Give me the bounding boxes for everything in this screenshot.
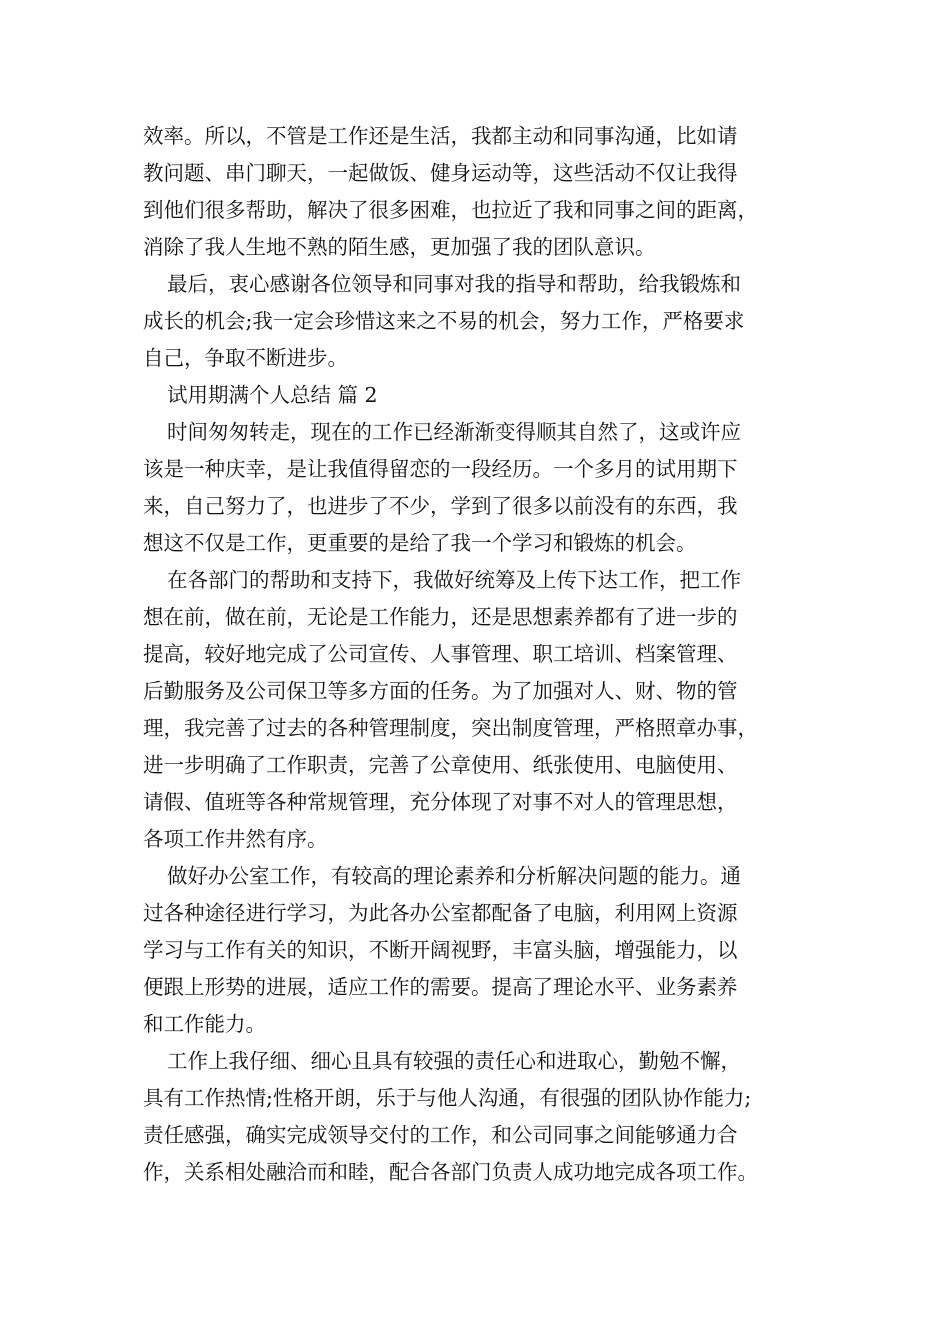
text-line: 请假、值班等各种常规管理，充分体现了对事不对人的管理思想， [143, 790, 738, 814]
text-line: 想这不仅是工作，更重要的是给了我一个学习和锻炼的机会。 [143, 531, 697, 555]
text-line: 来，自己努力了，也进步了不少，学到了很多以前没有的东西，我 [143, 494, 738, 518]
text-line: 各项工作井然有序。 [143, 827, 328, 851]
text-line: 教问题、串门聊天，一起做饭、健身运动等，这些活动不仅让我得 [143, 161, 738, 185]
document-body [143, 118, 823, 1191]
text-line: 便跟上形势的进展，适应工作的需要。提高了理论水平、业务素养 [143, 975, 738, 999]
text-line: 想在前，做在前，无论是工作能力，还是思想素养都有了进一步的 [143, 605, 738, 629]
text-line: 消除了我人生地不熟的陌生感，更加强了我的团队意识。 [143, 235, 656, 259]
text-line: 到他们很多帮助，解决了很多困难，也拉近了我和同事之间的距离， [143, 198, 758, 222]
text-line: 责任感强，确实完成领导交付的工作，和公司同事之间能够通力合 [143, 1123, 738, 1147]
text-line: 提高，较好地完成了公司宣传、人事管理、职工培训、档案管理、 [143, 642, 738, 666]
text-line: 做好办公室工作，有较高的理论素养和分析解决问题的能力。通 [167, 864, 741, 888]
text-line: 具有工作热情;性格开朗，乐于与他人沟通，有很强的团队协作能力; [143, 1086, 752, 1110]
text-line: 自己，争取不断进步。 [143, 346, 348, 370]
text-line: 作，关系相处融洽而和睦，配合各部门负责人成功地完成各项工作。 [143, 1160, 758, 1184]
text-line: 在各部门的帮助和支持下，我做好统筹及上传下达工作，把工作 [167, 568, 741, 592]
text-line: 进一步明确了工作职责，完善了公章使用、纸张使用、电脑使用、 [143, 753, 738, 777]
text-line: 和工作能力。 [143, 1012, 266, 1036]
text-line: 试用期满个人总结 篇 2 [167, 383, 378, 407]
text-line: 后勤服务及公司保卫等多方面的任务。为了加强对人、财、物的管 [143, 679, 738, 703]
text-line: 效率。所以，不管是工作还是生活，我都主动和同事沟通，比如请 [143, 124, 738, 148]
text-line: 该是一种庆幸，是让我值得留恋的一段经历。一个多月的试用期下 [143, 457, 738, 481]
text-line: 工作上我仔细、细心且具有较强的责任心和进取心，勤勉不懈， [167, 1049, 741, 1073]
text-line: 理，我完善了过去的各种管理制度，突出制度管理，严格照章办事， [143, 716, 758, 740]
text-line: 成长的机会;我一定会珍惜这来之不易的机会，努力工作，严格要求 [143, 309, 745, 333]
text-line: 过各种途径进行学习，为此各办公室都配备了电脑，利用网上资源 [143, 901, 738, 925]
text-line: 学习与工作有关的知识，不断开阔视野，丰富头脑，增强能力，以 [143, 938, 738, 962]
text-line: 时间匆匆转走，现在的工作已经渐渐变得顺其自然了，这或许应 [167, 420, 741, 444]
text-line: 最后，衷心感谢各位领导和同事对我的指导和帮助，给我锻炼和 [167, 272, 741, 296]
